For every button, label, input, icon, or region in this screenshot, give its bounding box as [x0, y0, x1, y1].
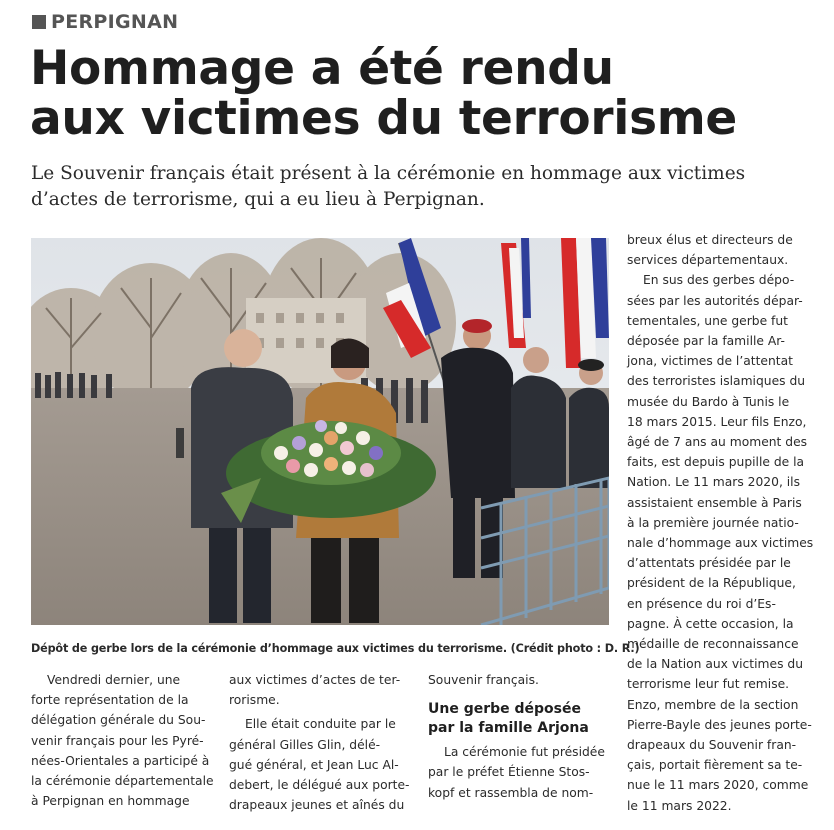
column-text-line: aux victimes d’actes de ter- [229, 673, 401, 687]
column-2 [229, 670, 410, 815]
column-text-line: pagne. À cette occasion, la [627, 616, 794, 631]
column-text-line: 18 mars 2015. Leur fils Enzo, [627, 414, 807, 429]
rubric-square-icon [32, 15, 46, 29]
standfirst-line-2: d’actes de terrorisme, qui a eu lieu à Perpignan. [31, 189, 485, 210]
column-text-line: nale d’hommage aux victimes [627, 536, 814, 551]
column-text-line: rorisme. [229, 693, 280, 708]
intertitle [428, 700, 608, 738]
standfirst-line-1: Le Souvenir français était présent à la cérémonie en hommage aux victimes [31, 163, 746, 184]
column-text-line: Enzo, membre de la section [627, 697, 799, 712]
column-text-line: Souvenir français. [428, 673, 539, 687]
column-text-line: En sus des gerbes dépo- [643, 273, 795, 288]
column-text-line: venir français pour les Pyré- [31, 733, 204, 748]
intertitle-line-1: Une gerbe déposée [428, 701, 581, 718]
column-text-line: déposée par la famille Ar- [627, 334, 785, 349]
column-text-line: président de la République, [627, 576, 796, 591]
column-text-line: drapeaux jeunes et aînés du [229, 798, 405, 813]
column-text-line: debert, le délégué aux porte- [229, 778, 410, 793]
column-text-line: Elle était conduite par le [245, 717, 396, 732]
column-text-line: gué général, et Jean Luc Al- [229, 757, 399, 772]
column-text-line: à la première journée natio- [627, 515, 799, 530]
column-text-line: en présence du roi d’Es- [627, 596, 776, 611]
column-text-line: services départementaux. [627, 253, 789, 268]
standfirst [31, 161, 801, 213]
column-text-line: Nation. Le 11 mars 2020, ils [627, 475, 801, 490]
column-1 [31, 670, 214, 811]
column-text-line: terrorisme leur fut remise. [627, 677, 790, 692]
column-text-line: faits, est depuis pupille de la [627, 455, 805, 470]
rubric-label: PERPIGNAN [51, 11, 179, 33]
column-text-line: délégation générale du Sou- [31, 713, 206, 728]
photo-caption: Dépôt de gerbe lors de la cérémonie d’hommage aux victimes du terrorisme. (Crédit photo : D. R.) [31, 642, 640, 655]
intertitle-line-2: par la famille Arjona [428, 720, 589, 737]
column-text-line: général Gilles Glin, délé- [229, 737, 381, 752]
column-text-line: La cérémonie fut présidée [444, 745, 605, 760]
column-text-line: breux élus et directeurs de [627, 233, 793, 247]
column-text-line: nées-Orientales a participé à [31, 753, 210, 768]
column-text-line: drapeaux du Souvenir fran- [627, 738, 797, 753]
column-text-line: des terroristes islamiques du [627, 374, 806, 389]
column-text-line: nue le 11 mars 2020, comme [627, 778, 809, 793]
column-3 [428, 670, 608, 803]
article-photo [31, 238, 609, 625]
column-text-line: çais, portait fièrement sa te- [627, 758, 803, 773]
column-text-line: kopf et rassembla de nom- [428, 785, 594, 800]
column-text-line: Vendredi dernier, une [47, 673, 181, 687]
headline-line-2: aux victimes du terrorisme [30, 91, 737, 146]
column-text-line: d’attentats présidée par le [627, 556, 791, 571]
column-text-line: musée du Bardo à Tunis le [627, 394, 790, 409]
column-text-line: Pierre-Bayle des jeunes porte- [627, 717, 812, 732]
section-rubric [32, 11, 178, 33]
column-4 [627, 230, 814, 816]
headline [30, 41, 820, 146]
column-text-line: le 11 mars 2022. [627, 798, 732, 813]
column-text-line: sées par les autorités dépar- [627, 293, 803, 308]
column-text-line: de la Nation aux victimes du [627, 657, 804, 672]
column-text-line: assistaient ensemble à Paris [627, 495, 802, 510]
column-text-line: médaille de reconnaissance [627, 637, 799, 652]
column-text-line: à Perpignan en hommage [31, 794, 190, 809]
column-text-line: forte représentation de la [31, 693, 189, 708]
column-text-line: la cérémonie départementale [31, 774, 214, 789]
column-text-line: tementales, une gerbe fut [627, 313, 789, 328]
column-text-line: jona, victimes de l’attentat [627, 354, 793, 369]
column-text-line: âgé de 7 ans au moment des [627, 435, 808, 450]
headline-line-1: Hommage a été rendu [30, 41, 614, 96]
column-text-line: par le préfet Étienne Stos- [428, 765, 590, 780]
